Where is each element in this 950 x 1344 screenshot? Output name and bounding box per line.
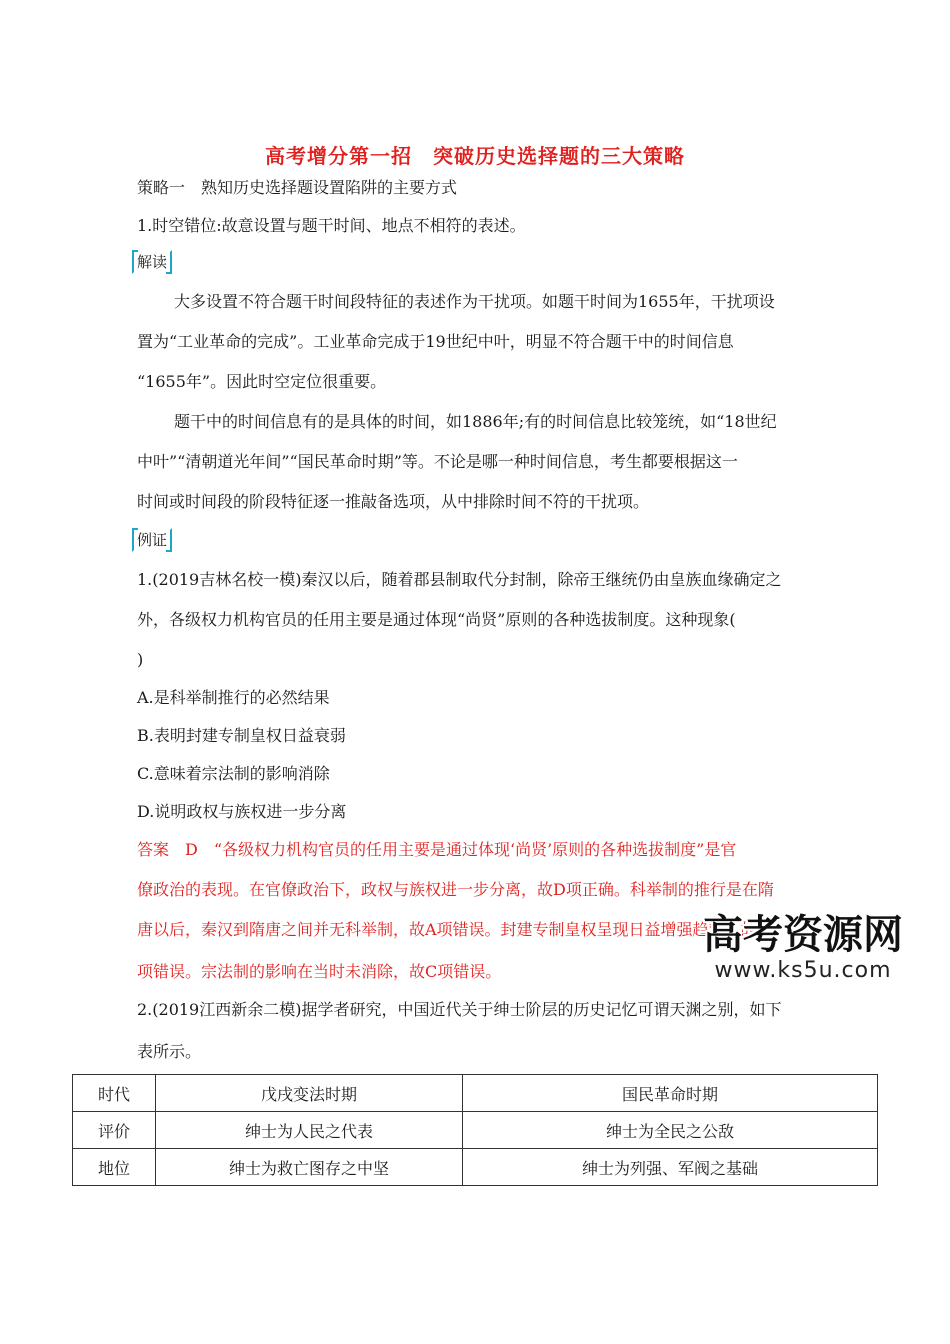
answer-line3: 唐以后，秦汉到隋唐之间并无科举制，故A项错误。封建专制皇权呈现日益增强趋势，故B [137, 920, 769, 939]
point-1: 1.时空错位:故意设置与题干时间、地点不相符的表述。 [137, 216, 526, 235]
q1-line2: 外，各级权力机构官员的任用主要是通过体现“尚贤”原则的各种选拔制度。这种现象( [137, 610, 736, 629]
table-row [73, 1149, 878, 1186]
table-cell: 绅士为列强、军阀之基础 [463, 1149, 878, 1186]
interpret-tag: 解读 [132, 250, 172, 274]
example-tag: 例证 [132, 528, 172, 552]
q2-line1: 2.(2019江西新余二模)据学者研究，中国近代关于绅士阶层的历史记忆可谓天渊之别，如下 [137, 1000, 782, 1019]
watermark-url: www.ks5u.com [714, 958, 892, 983]
watermark-text: 高考资源网 [703, 912, 903, 958]
table-cell: 绅士为救亡图存之中坚 [156, 1149, 463, 1186]
q1-option-a: A.是科举制推行的必然结果 [137, 688, 330, 707]
table-row [73, 1112, 878, 1149]
q1-option-d: D.说明政权与族权进一步分离 [137, 802, 347, 821]
q2-line2: 表所示。 [137, 1042, 202, 1061]
q1-option-c: C.意味着宗法制的影响消除 [137, 764, 330, 783]
table-header-cell: 国民革命时期 [463, 1075, 878, 1112]
para2-line1: 题干中的时间信息有的是具体的时间，如1886年;有的时间信息比较笼统，如“18世纪 [174, 412, 777, 431]
watermark-logo [688, 912, 918, 984]
table-header-cell: 时代 [73, 1075, 156, 1112]
table-cell: 地位 [73, 1149, 156, 1186]
para2-line2: 中叶”“清朝道光年间”“国民革命时期”等。不论是哪一种时间信息，考生都要根据这一 [137, 452, 738, 471]
answer-line4: 项错误。宗法制的影响在当时未消除，故C项错误。 [137, 962, 502, 981]
q1-line1: 1.(2019吉林名校一模)秦汉以后，随着郡县制取代分封制，除帝王继统仍由皇族血缘确定之 [137, 570, 782, 589]
q1-line3: ) [137, 650, 144, 669]
q1-option-b: B.表明封建专制皇权日益衰弱 [137, 726, 346, 745]
table-header-cell: 戊戌变法时期 [156, 1075, 463, 1112]
strategy-heading: 策略一 熟知历史选择题设置陷阱的主要方式 [137, 178, 458, 197]
para1-line3: “1655年”。因此时空定位很重要。 [137, 372, 387, 391]
page-title: 高考增分第一招 突破历史选择题的三大策略 [265, 144, 685, 168]
table-cell: 绅士为人民之代表 [156, 1112, 463, 1149]
answer-line1: 答案 D “各级权力机构官员的任用主要是通过体现‘尚贤’原则的各种选拔制度”是官 [137, 840, 737, 859]
answer-line2: 僚政治的表现。在官僚政治下，政权与族权进一步分离，故D项正确。科举制的推行是在隋 [137, 880, 774, 899]
para1-line2: 置为“工业革命的完成”。工业革命完成于19世纪中叶，明显不符合题干中的时间信息 [137, 332, 734, 351]
table-cell: 绅士为全民之公敌 [463, 1112, 878, 1149]
comparison-table [72, 1074, 878, 1186]
table-cell: 评价 [73, 1112, 156, 1149]
para1-line1: 大多设置不符合题干时间段特征的表述作为干扰项。如题干时间为1655年，干扰项设 [174, 292, 775, 311]
table-header-row [73, 1075, 878, 1112]
para2-line3: 时间或时间段的阶段特征逐一推敲备选项，从中排除时间不符的干扰项。 [137, 492, 650, 511]
